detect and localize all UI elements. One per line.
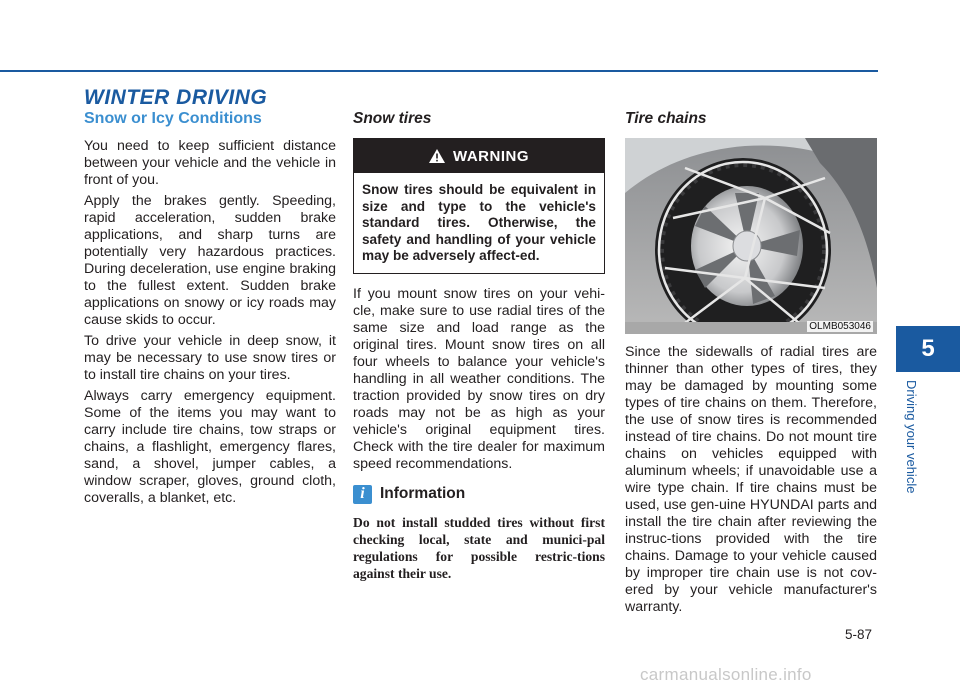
paragraph: If you mount snow tires on your vehi-cle, make sure to use radial tires of the same size and load range as the original tires. Mount snow tires on all four wheels to balance your vehicle's handling in all weather conditions. The traction provided by snow tires on dry roads may not be as high as your vehicle's original equipment tires. Check with the tire dealer for maximum speed recommendations. [353, 285, 605, 472]
subhead-snow-icy: Snow or Icy Conditions [84, 110, 262, 127]
warning-label: WARNING [453, 147, 529, 165]
section-title: WINTER DRIVING [84, 86, 268, 109]
subhead-snow-tires: Snow tires [353, 110, 432, 127]
paragraph: To drive your vehicle in deep snow, it may be necessary to use snow tires or to install tire chains on your tires. [84, 333, 336, 383]
column-snow-icy [84, 110, 336, 511]
column-tire-chains [625, 110, 877, 620]
warning-text: Snow tires should be equivalent in size and type to the vehicle's standard tires. Otherwise, the safety and handling of your vehicle may be adversely affect-ed. [362, 182, 596, 263]
paragraph: Always carry emergency equipment. Some of the items you may want to carry include tire chains, tow straps or chains, a flashlight, emergency flares, sand, a shovel, jumper cables, a window scraper, gloves, ground cloth, coveralls, a blanket, etc. [84, 388, 336, 506]
warning-header [354, 139, 604, 173]
image-code: OLMB053046 [809, 321, 871, 332]
tire-chain-photo [625, 138, 877, 334]
top-rule [0, 70, 878, 72]
chapter-tab: 5 [896, 326, 960, 372]
column-snow-tires [353, 110, 605, 582]
watermark: carmanualsonline.info [640, 665, 812, 684]
information-title: Information [380, 485, 466, 502]
chapter-label: Driving your vehicle [904, 380, 919, 494]
paragraph: Apply the brakes gently. Speeding, rapid acceleration, sudden brake applications, and sharp turns are potentially very hazardous practices. During deceleration, use engine braking to the fullest extent. Sudden brake applications on snowy or icy roads may cause skids to occur. [84, 193, 336, 328]
information-header [353, 485, 605, 504]
tire-with-chain-image [625, 138, 877, 334]
page-number: 5-87 [845, 627, 873, 642]
information-text: Do not install studded tires without first checking local, state and munici-pal regulations for possible restric-tions against their use. [353, 514, 605, 581]
subhead-tire-chains: Tire chains [625, 110, 707, 127]
paragraph: Since the sidewalls of radial tires are thinner than other types of tires, they may be damaged by mounting some types of tire chains on them. Therefore, the use of snow tires is recommended instead of tire chains. Do not mount tire chains on vehicles equipped with aluminum wheels; if unavoidable use a wire type chain. If tire chains must be used, use gen-uine HYUNDAI parts and install the tire chain after reviewing the instruc-tions provided with the tire chains. Damage to your vehicle caused by improper tire chain use is not cov-ered by your vehicle manufacturer's warranty. [625, 344, 877, 615]
warning-triangle-icon [429, 149, 445, 163]
information-icon: i [353, 485, 372, 504]
warning-box [353, 138, 605, 274]
paragraph: You need to keep sufficient distance between your vehicle and the vehicle in front of you. [84, 138, 336, 188]
